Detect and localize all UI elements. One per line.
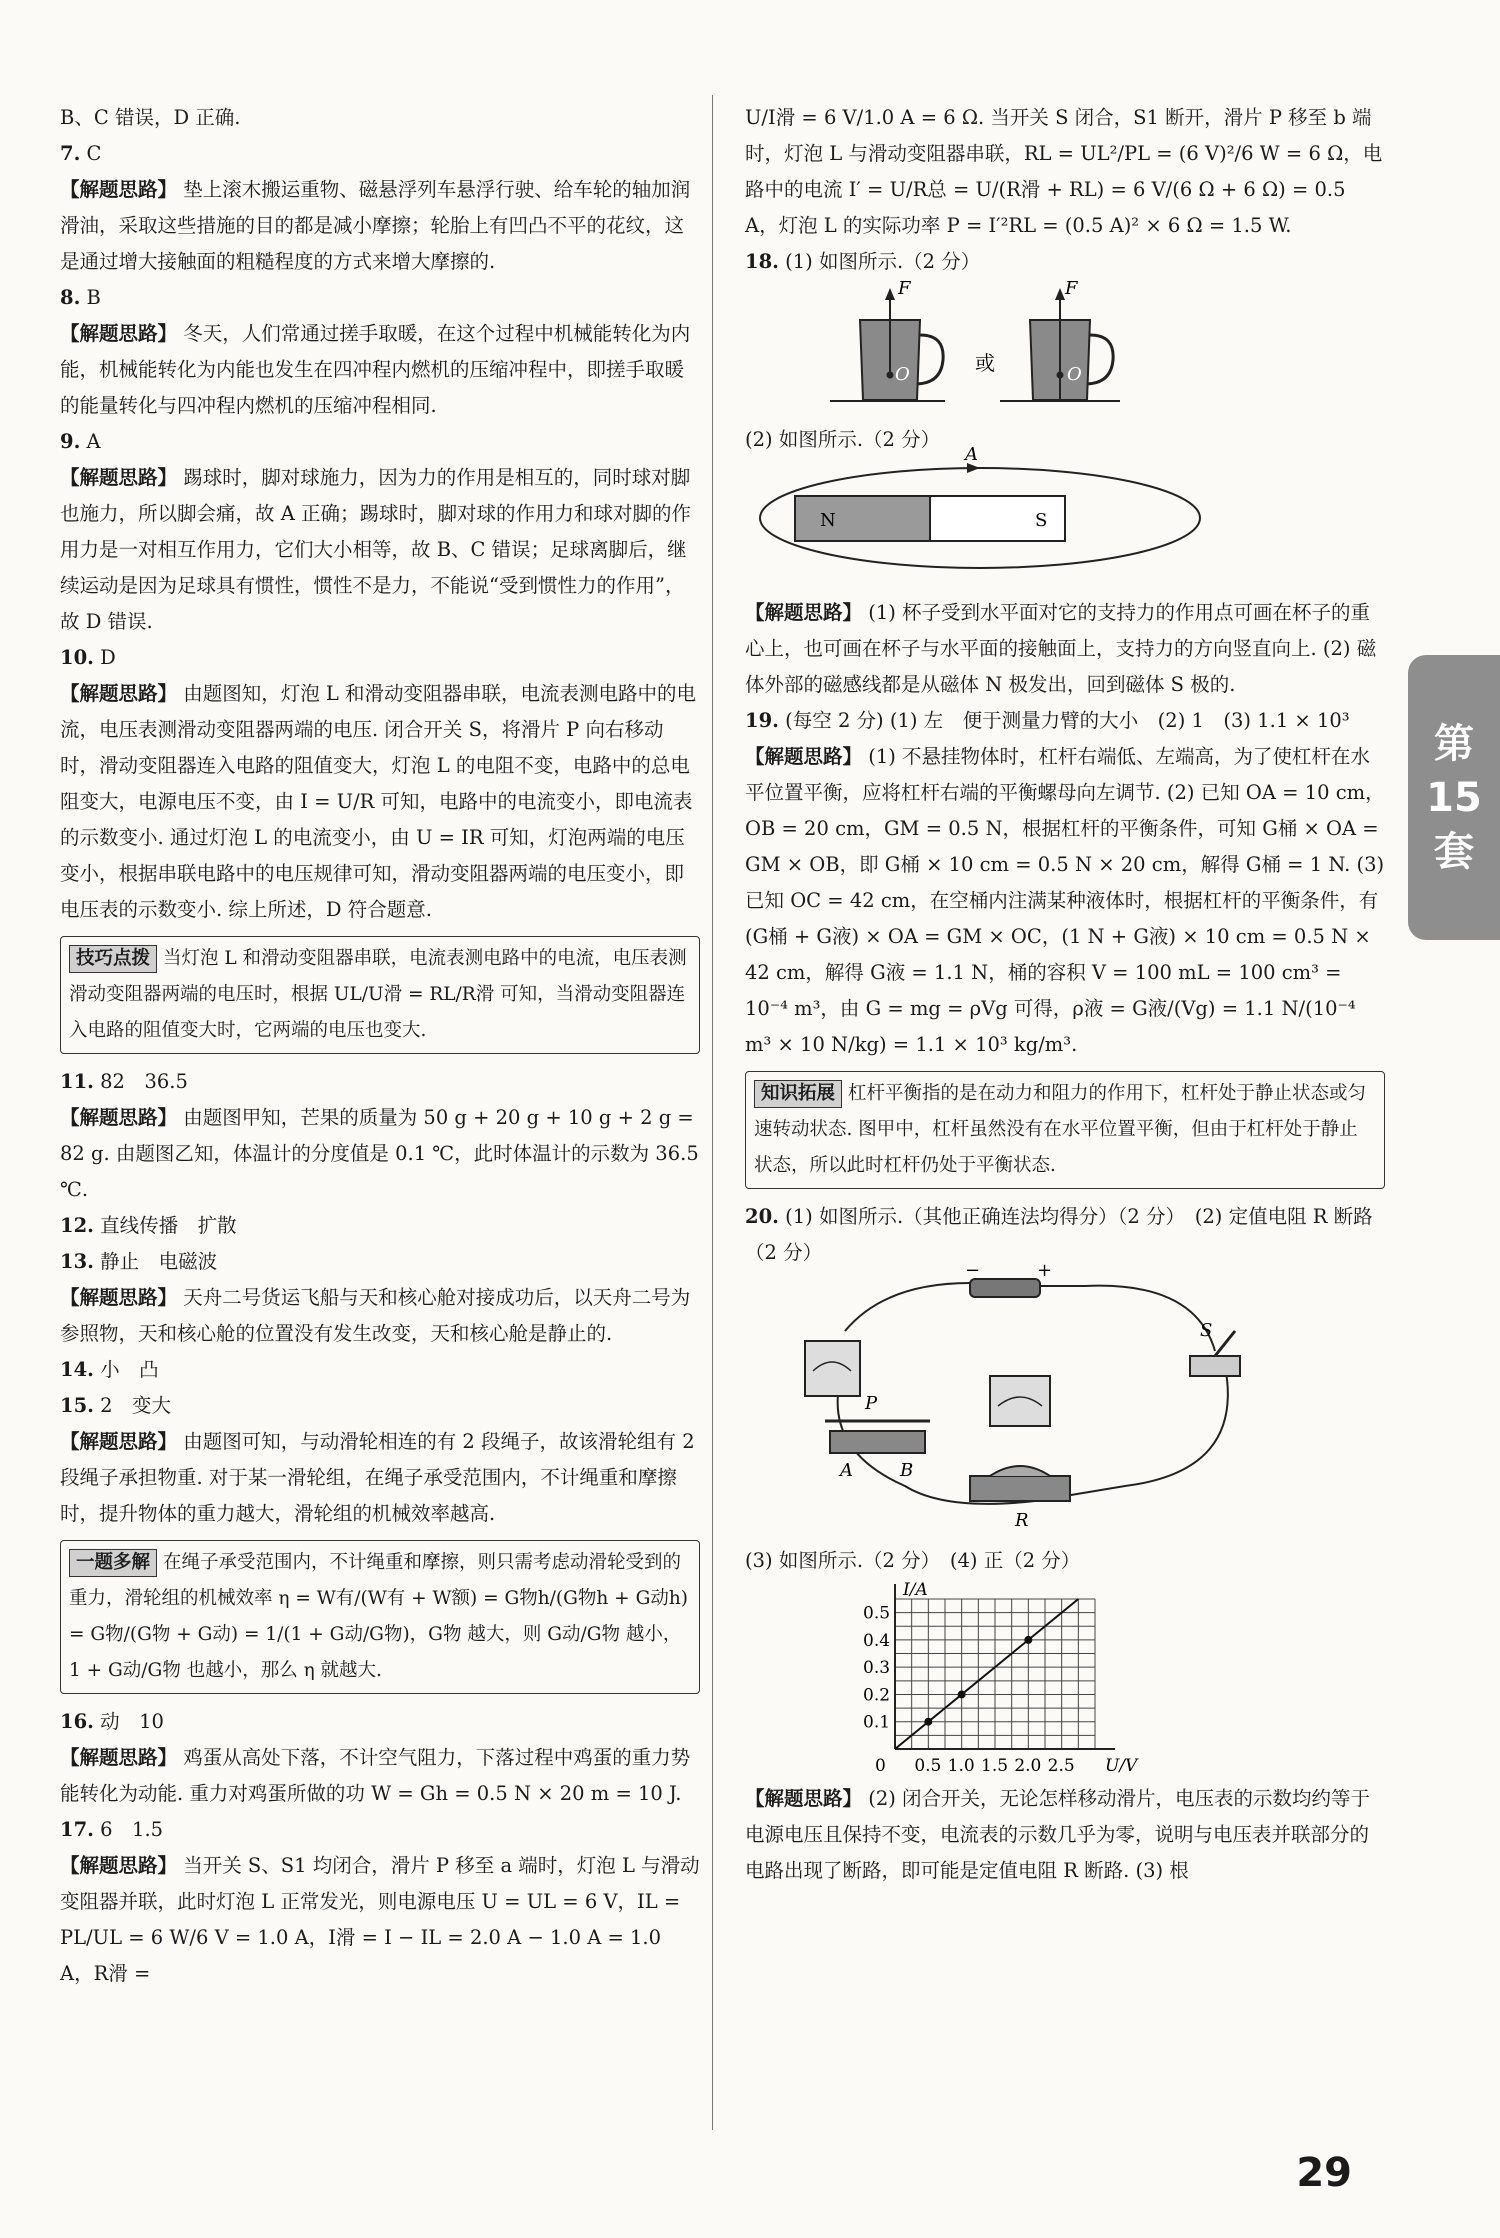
text-line: (2) 如图所示.（2 分） <box>745 428 941 451</box>
left-column <box>60 100 700 1992</box>
section-side-tab: 第 15 套 <box>1408 655 1500 940</box>
svg-text:−: − <box>965 1260 981 1281</box>
cup-right <box>1000 278 1120 401</box>
question-answer: 20. (1) 如图所示.（其他正确连法均得分）（2 分） (2) 定值电阻 R 断路（2 分） <box>745 1205 1373 1264</box>
svg-text:B: B <box>900 1460 914 1481</box>
question-answer: 15. 2 变大 <box>60 1394 172 1417</box>
solution-text: 【解题思路】 当开关 S、S1 均闭合，滑片 P 移至 a 端时，灯泡 L 与滑动变阻器并联，此时灯泡 L 正常发光，则电源电压 U = UL = 6 V，IL = PL/UL = 6 W/6 V = 1.0 A，I滑 = I − IL = 2.0 A − 1.0 A = 1.0 A，R滑 = <box>60 1854 700 1985</box>
y-axis-label: I/A <box>903 1580 928 1600</box>
y-tick-label: 0.3 <box>863 1658 891 1679</box>
svg-text:A: A <box>840 1460 853 1481</box>
svg-text:S: S <box>1200 1320 1213 1341</box>
switch <box>1190 1356 1240 1376</box>
right-mid2-text <box>745 595 1385 1271</box>
figure-18-1 <box>745 280 1385 410</box>
point-a-label: A <box>965 444 978 465</box>
question-answer: 14. 小 凸 <box>60 1358 159 1381</box>
question-answer: 12. 直线传播 扩散 <box>60 1214 237 1237</box>
question-answer: 7. C <box>60 142 102 165</box>
fixed-resistor <box>970 1476 1070 1501</box>
y-tick-label: 0.1 <box>863 1712 891 1733</box>
solution-text: 【解题思路】 天舟二号货运飞船与天和核心舱对接成功后，以天舟二号为参照物，天和核心舱的位置没有发生改变，天和核心舱是静止的. <box>60 1286 691 1345</box>
right-top-text <box>745 100 1385 280</box>
question-answer: 16. 动 10 <box>60 1710 164 1733</box>
text-line: U/I滑 = 6 V/1.0 A = 6 Ω. 当开关 S 闭合，S1 断开，滑片 P 移至 b 端时，灯泡 L 与滑动变阻器串联，RL = UL²/PL = (6 V)²/6 W = 6 Ω，电路中的电流 I′ = U/R总 = U/(R滑 + RL) = 6 V/(6 Ω + 6 Ω) = 0.5 A，灯泡 L 的实际功率 P = I′²RL = (0.5 A)² × 6 Ω = 1.5 W. <box>745 106 1383 237</box>
cup-left <box>830 278 945 401</box>
figure-18-2 <box>745 444 1385 583</box>
solution-text: 【解题思路】 由题图知，灯泡 L 和滑动变阻器串联，电流表测电路中的电流，电压表测滑动变阻器两端的电压. 闭合开关 S，将滑片 P 向右移动时，滑动变阻器连入电路的阻值变大，灯泡 L 的电阻不变，电路中的总电阻变大，电源电压不变，由 I = U/R 可知，电路中的电流变小，即电流表的示数变小. 通过灯泡 L 的电流变小，由 U = IR 可知，灯泡两端的电压变小，根据串联电路中的电压规律可知，滑动变阻器两端的电压变小，即电压表的示数变小. 综上所述，D 符合题意. <box>60 682 697 921</box>
tip-box: 技巧点拨 当灯泡 L 和滑动变阻器串联，电流表测电路中的电流，电压表测滑动变阻器两端的电压时，根据 UL/U滑 = RL/R滑 可知，当滑动变阻器连入电路的阻值变大时，它两端的电压也变大. <box>60 936 700 1054</box>
right-bottom-text <box>745 1781 1385 1889</box>
question-answer: 10. D <box>60 646 116 669</box>
question-answer: 13. 静止 电磁波 <box>60 1250 218 1273</box>
ammeter <box>990 1376 1050 1426</box>
solution-text: 【解题思路】 由题图甲知，芒果的质量为 50 g + 20 g + 10 g + 2 g = 82 g. 由题图乙知，体温计的分度值是 0.1 ℃，此时体温计的示数为 36.5 ℃. <box>60 1106 699 1201</box>
s-pole-label: S <box>1035 510 1048 531</box>
figure-20-iu-chart <box>745 1579 1385 1776</box>
data-point <box>1024 1636 1032 1644</box>
tip-tag: 技巧点拨 <box>69 945 157 973</box>
data-point <box>958 1690 966 1698</box>
y-tick-label: 0.5 <box>863 1603 891 1624</box>
x-tick-label: 0.5 <box>914 1756 942 1776</box>
svg-text:O: O <box>1067 364 1082 385</box>
x-axis-label: U/V <box>1105 1756 1138 1776</box>
tip-tag: 知识拓展 <box>754 1080 842 1108</box>
solution-text: 【解题思路】 踢球时，脚对球施力，因为力的作用是相互的，同时球对脚也施力，所以脚会痛，故 A 正确；踢球时，脚对球的作用力和球对脚的作用力是一对相互作用力，它们大小相等，故 B、C 错误；足球离脚后，继续运动是因为足球具有惯性，惯性不是力，不能说“受到惯性力的作用”，故 D 错误. <box>60 466 691 633</box>
text-line: (3) 如图所示.（2 分） (4) 正（2 分） <box>745 1549 1081 1572</box>
tip-tag: 一题多解 <box>69 1549 157 1577</box>
right-mid1-text <box>745 422 1385 458</box>
y-tick-label: 0.4 <box>863 1630 891 1651</box>
center-label: O <box>895 364 910 385</box>
solution-text: 【解题思路】 鸡蛋从高处下落，不计空气阻力，下落过程中鸡蛋的重力势能转化为动能. 重力对鸡蛋所做的功 W = Gh = 0.5 N × 20 m = 10 J. <box>60 1746 691 1805</box>
question-answer: 11. 82 36.5 <box>60 1070 188 1093</box>
rheostat <box>830 1431 925 1453</box>
tip-box: 一题多解 在绳子承受范围内，不计绳重和摩擦，则只需考虑动滑轮受到的重力，滑轮组的机械效率 η = W有/(W有 + W额) = G物h/(G物h + G动h) = G物/(G物 + G动) = 1/(1 + G动/G物)，G物 越大，则 G动/G物 越小，1 + G动/G物 也越小，那么 η 就越大. <box>60 1540 700 1694</box>
column-divider <box>712 95 713 2130</box>
y-tick-label: 0.2 <box>863 1685 891 1706</box>
figure-20-circuit <box>745 1260 1385 1531</box>
x-tick-label: 2.0 <box>1014 1756 1042 1776</box>
question-answer: 8. B <box>60 286 101 309</box>
solution-text: 【解题思路】 垫上滚木搬运重物、磁悬浮列车悬浮行驶、给车轮的轴加润滑油，采取这些措施的目的都是减小摩擦；轮胎上有凹凸不平的花纹，这是通过增大接触面的粗糙程度的方式来增大摩擦的. <box>60 178 691 273</box>
question-answer: 9. A <box>60 430 101 453</box>
or-label: 或 <box>975 351 995 375</box>
n-pole-label: N <box>820 510 836 531</box>
solution-text: 【解题思路】 由题图可知，与动滑轮相连的有 2 段绳子，故该滑轮组有 2 段绳子承担物重. 对于某一滑轮组，在绳子承受范围内，不计绳重和摩擦时，提升物体的重力越大，滑轮组的机械效率越高. <box>60 1430 695 1525</box>
tip-box: 知识拓展 杠杆平衡指的是在动力和阻力的作用下，杠杆处于静止状态或匀速转动状态. 图甲中，杠杆虽然没有在水平位置平衡，但由于杠杆处于静止状态，所以此时杠杆仍处于平衡状态. <box>745 1071 1385 1189</box>
right-mid3-text <box>745 1543 1385 1579</box>
page-number: 29 <box>1296 2150 1352 2196</box>
question-answer: 19. (每空 2 分) (1) 左 便于测量力臂的大小 (2) 1 (3) 1.1 × 10³ <box>745 709 1350 732</box>
question-answer: 18. (1) 如图所示.（2 分） <box>745 250 981 273</box>
text-line: B、C 错误，D 正确. <box>60 106 241 129</box>
svg-text:R: R <box>1015 1510 1029 1531</box>
right-column <box>745 100 1385 1889</box>
solution-text: 【解题思路】 (1) 杯子受到水平面对它的支持力的作用点可画在杯子的重心上，也可画在杯子与水平面的接触面上，支持力的方向竖直向上. (2) 磁体外部的磁感线都是从磁体 N 极发出，回到磁体 S 极的. <box>745 601 1377 696</box>
voltmeter <box>805 1341 860 1396</box>
svg-text:+: + <box>1037 1260 1053 1281</box>
x-tick-label: 1.0 <box>947 1756 975 1776</box>
origin-label: 0 <box>875 1756 886 1776</box>
fit-line <box>895 1599 1078 1749</box>
battery <box>970 1279 1040 1297</box>
data-point <box>924 1718 932 1726</box>
svg-text:P: P <box>865 1393 878 1414</box>
solution-text: 【解题思路】 (1) 不悬挂物体时，杠杆右端低、左端高，为了使杠杆在水平位置平衡，应将杠杆右端的平衡螺母向左调节. (2) 已知 OA = 10 cm，OB = 20 cm，GM = 0.5 N，根据杠杆的平衡条件，可知 G桶 × OA = GM × OB，即 G桶 × 10 cm = 0.5 N × 20 cm，解得 G桶 = 1 N. (3) 已知 OC = 42 cm，在空桶内注满某种液体时，根据杠杆的平衡条件，有 (G桶 + G液) × OA = GM × OC，(1 N + G液) × 10 cm = 0.5 N × 42 cm，解得 G液 = 1.1 N，桶的容积 V = 100 mL = 100 cm³ = 10⁻⁴ m³，由 G = mg = ρVg 可得，ρ液 = G液/(Vg) = 1.1 N/(10⁻⁴ m³ × 10 N/kg) = 1.1 × 10³ kg/m³. <box>745 745 1385 1056</box>
question-answer: 17. 6 1.5 <box>60 1818 164 1841</box>
force-label: F <box>898 278 911 299</box>
svg-text:F: F <box>1065 278 1078 299</box>
solution-text: 【解题思路】 (2) 闭合开关，无论怎样移动滑片，电压表的示数均约等于电源电压且保持不变，电流表的示数几乎为零，说明与电压表并联部分的电路出现了断路，即可能是定值电阻 R 断路. (3) 根 <box>745 1787 1371 1882</box>
x-tick-label: 1.5 <box>981 1756 1009 1776</box>
x-tick-label: 2.5 <box>1047 1756 1075 1776</box>
solution-text: 【解题思路】 冬天，人们常通过搓手取暖，在这个过程中机械能转化为内能，机械能转化为内能也发生在四冲程内燃机的压缩冲程中，即搓手取暖的能量转化与四冲程内燃机的压缩冲程相同. <box>60 322 691 417</box>
